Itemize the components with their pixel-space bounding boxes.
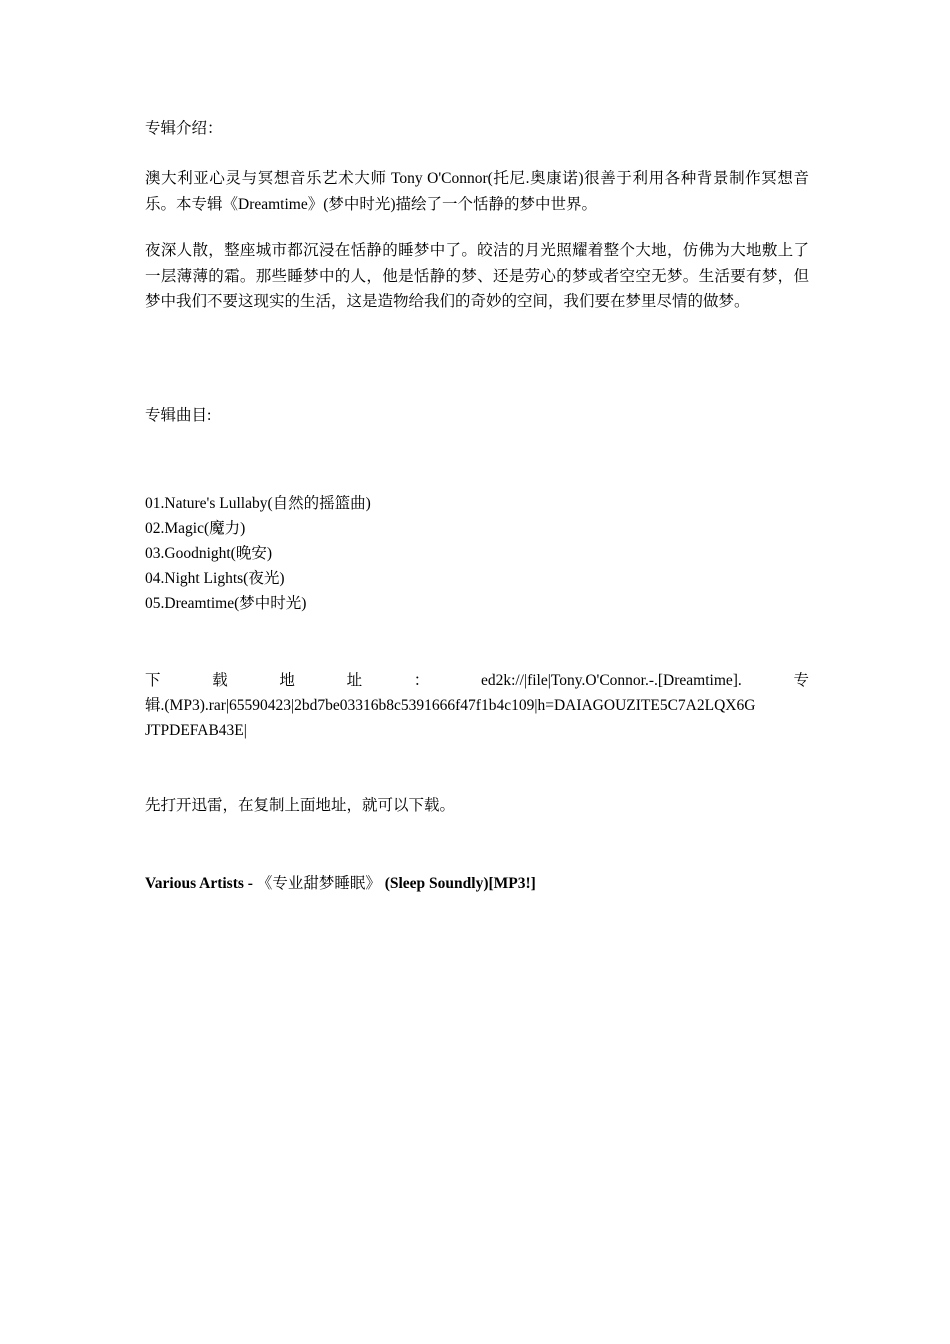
related-album-title: 《专业甜梦睡眠》 bbox=[256, 875, 381, 892]
tracks-heading: 专辑曲目: bbox=[145, 407, 212, 424]
intro-paragraph-1: 澳大利亚心灵与冥想音乐艺术大师 Tony O'Connor(托尼.奥康诺)很善于利用各种背景制作冥想音乐。本专辑《Dreamtime》(梦中时光)描绘了一个恬静的梦中世界。 bbox=[145, 170, 809, 213]
related-album-link[interactable] bbox=[145, 871, 536, 896]
download-instruction: 先打开迅雷，在复制上面地址，就可以下载。 bbox=[145, 797, 456, 814]
track-item: 03.Goodnight(晚安) bbox=[145, 545, 273, 562]
related-album-artist: Various Artists - bbox=[145, 875, 257, 892]
related-album-subtitle: (Sleep Soundly)[MP3!] bbox=[380, 875, 536, 892]
intro-heading: 专辑介绍： bbox=[145, 120, 223, 137]
track-item: 02.Magic(魔力) bbox=[145, 520, 246, 537]
download-label-char: 下 bbox=[145, 672, 161, 689]
track-item: 05.Dreamtime(梦中时光) bbox=[145, 595, 307, 612]
download-label-char: 址 bbox=[346, 672, 363, 689]
track-item: 01.Nature's Lullaby(自然的摇篮曲) bbox=[145, 495, 371, 512]
download-label-colon: ： bbox=[413, 672, 430, 689]
track-item: 04.Night Lights(夜光) bbox=[145, 570, 285, 587]
download-link-part[interactable]: ed2k://|file|Tony.O'Connor.-.[Dreamtime]. bbox=[480, 672, 742, 689]
download-label-char: 载 bbox=[212, 672, 228, 689]
intro-paragraph-2: 夜深人散，整座城市都沉浸在恬静的睡梦中了。皎洁的月光照耀着整个大地，仿佛为大地敷上了一层薄薄的霜。那些睡梦中的人，他是恬静的梦、还是劳心的梦或者空空无梦。生活要有梦，但梦中我们不要这现实的生活，这是造物给我们的奇妙的空间，我们要在梦里尽情的做梦。 bbox=[145, 242, 809, 310]
download-address-line-2[interactable]: 辑.(MP3).rar|65590423|2bd7be03316b8c5391666f47f1b4c109|h=DAIAGOUZITE5C7A2LQX6G bbox=[145, 697, 756, 714]
download-address-line-3[interactable]: JTPDEFAB43E| bbox=[145, 722, 247, 739]
download-address-line-1 bbox=[145, 668, 809, 693]
download-link-part[interactable]: 专 bbox=[793, 672, 809, 689]
download-label-char: 地 bbox=[279, 672, 295, 689]
